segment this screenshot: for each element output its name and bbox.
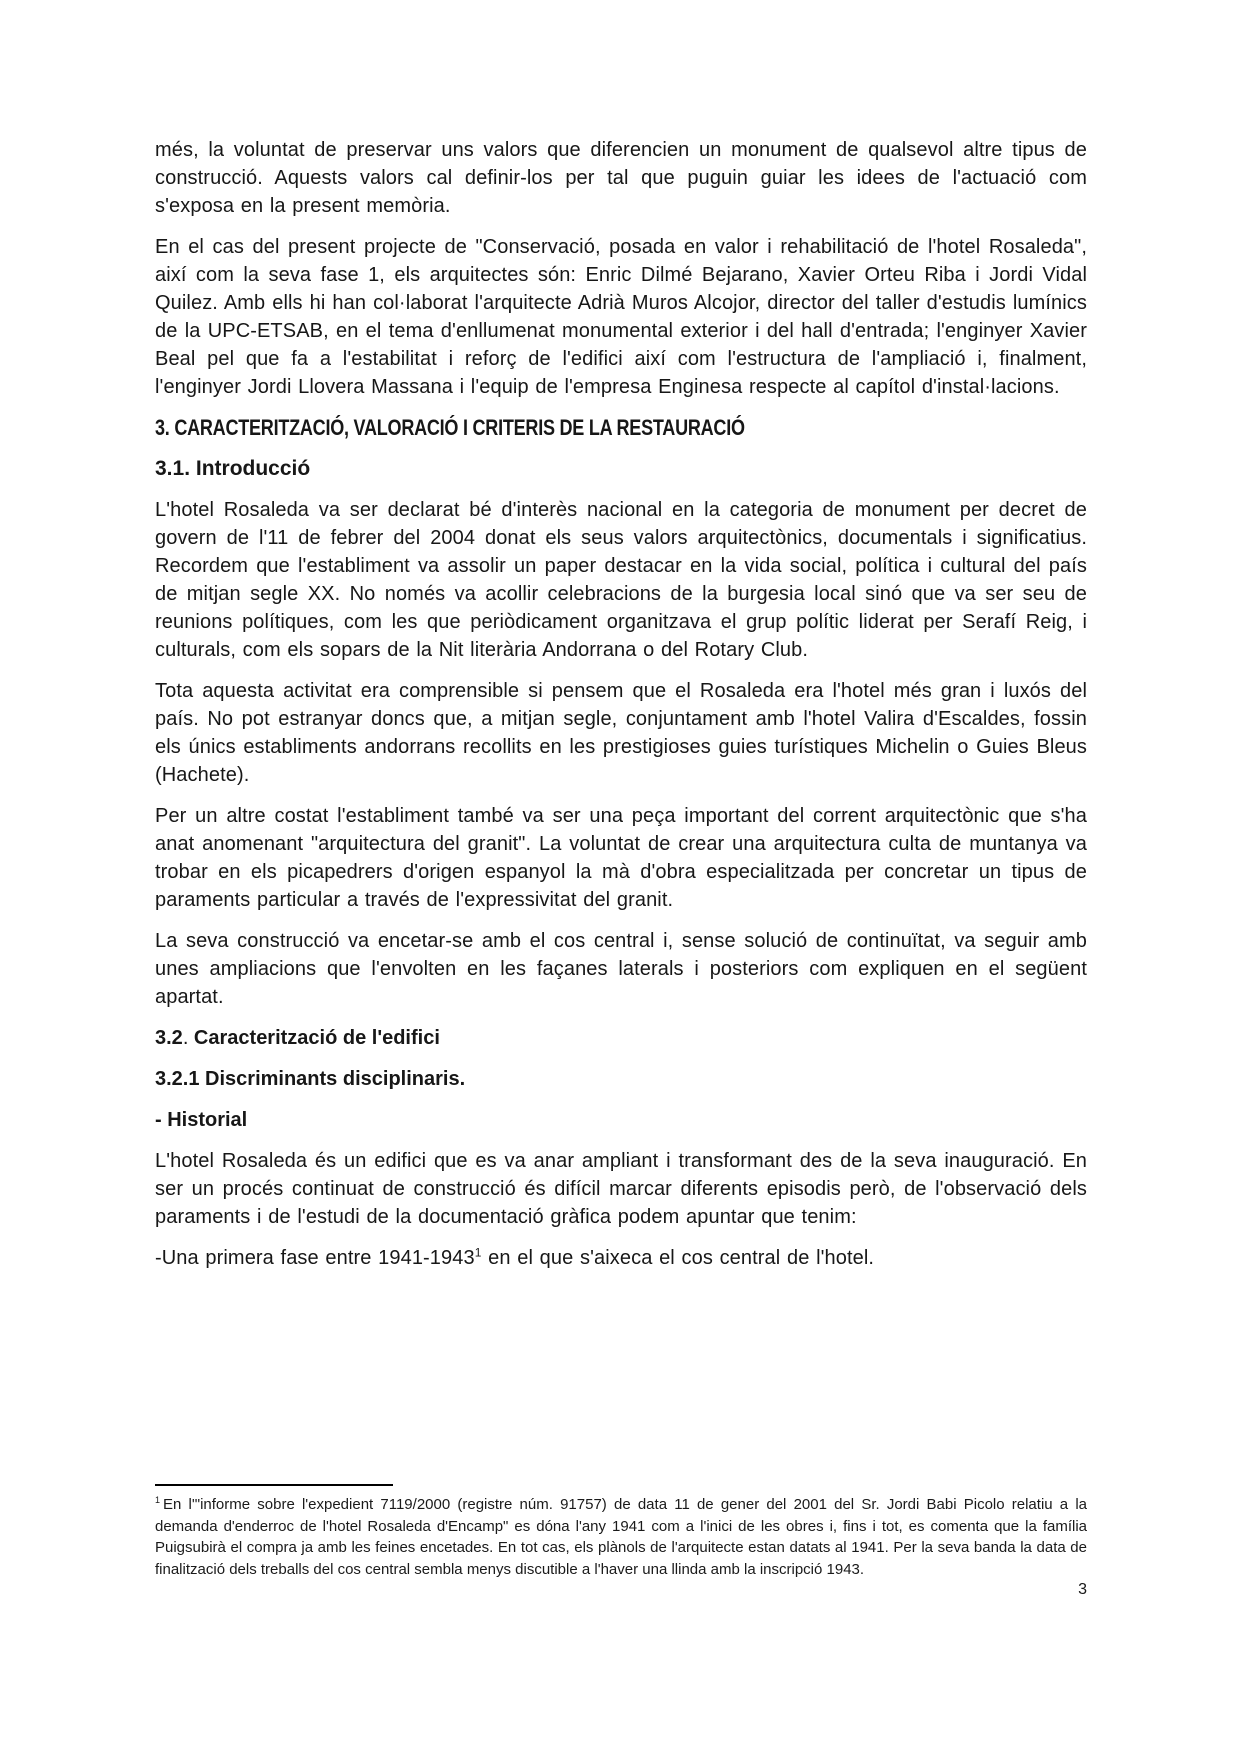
- heading-3-2-number: 3.2: [155, 1027, 183, 1049]
- footnote-area: [155, 1484, 1087, 1580]
- heading-section-3-caracteritzacio: 3. CARACTERITZACIÓ, VALORACIÓ I CRITERIS DE LA RESTAURACIÓ: [155, 415, 745, 440]
- paragraph-arquitectura-granit: Per un altre costat l'establiment també va ser una peça important del corrent arquitectònic que s'ha anat anomenant "arquitectura del granit". La voluntat de crear una arquitectura culta de muntanya va trobar en els picapedrers d'origen espanyol la mà d'obra especialitzada per concretar un tipus de paraments particular a través de l'expressivitat del granit.: [155, 805, 1087, 911]
- paragraph-projecte-arquitectes: En el cas del present projecte de "Conservació, posada en valor i rehabilitació de l'hotel Rosaleda", així com la seva fase 1, els arquitectes són: Enric Dilmé Bejarano, Xavier Orteu Riba i Jordi Vidal Quilez. Amb ells hi han col·laborat l'arquitecte Adrià Muros Alcojor, director del taller d'estudis lumínics de la UPC-ETSAB, en el tema d'enllumenat monumental exterior i del hall d'entrada; l'enginyer Xavier Beal pel que fa a l'estabilitat i reforç de l'edifici així com l'estructura de l'ampliació i, finalment, l'enginyer Jordi Llovera Massana i l'equip de l'empresa Enginesa respecte al capítol d'instal·lacions.: [155, 236, 1087, 398]
- footnote-divider: [155, 1484, 393, 1486]
- heading-historial: - Historial: [155, 1109, 248, 1131]
- footnote-marker: 1: [155, 1495, 161, 1505]
- heading-3-1-introduccio: 3.1. Introducció: [155, 457, 311, 480]
- heading-3-2-dot: .: [182, 1027, 189, 1049]
- heading-3-2-label: Caracterització de l'edifici: [188, 1027, 440, 1049]
- footnote-reference-superscript: 1: [474, 1245, 482, 1260]
- paragraph-primera-fase: [155, 1244, 1087, 1272]
- paragraph-construccio-ampliacions: La seva construcció va encetar-se amb el cos central i, sense solució de continuïtat, va seguir amb unes ampliacions que l'envolten en les façanes laterals i posteriors com expliquen en el següent apartat.: [155, 930, 1087, 1008]
- primera-fase-text-cont: en el que s'aixeca el cos central de l'hotel.: [481, 1247, 875, 1269]
- footnote-body: En l'"informe sobre l'expedient 7119/2000 (registre núm. 91757) de data 11 de gener del 2001 del Sr. Jordi Babi Picolo relatiu a la demanda d'enderroc de l'hotel Rosaleda d'Encamp" es dóna l'any 1941 com a l'inici de les obres i, fins i tot, es comenta que la família Puigsubirà el compra ja amb les feines encetades. En tot cas, els plànols de l'arquitecte estan datats al 1941. Per la seva banda la data de finalització dels treballs del cos central sembla menys discutible a l'haver una llinda amb la inscripció 1943.: [155, 1496, 1087, 1578]
- footnote-text: [155, 1494, 1087, 1580]
- heading-3-2-1-discriminants: 3.2.1 Discriminants disciplinaris.: [155, 1068, 466, 1090]
- page-number: 3: [1078, 1581, 1087, 1598]
- page-body: [155, 136, 1087, 1285]
- paragraph-hotel-mes-gran: Tota aquesta activitat era comprensible si pensem que el Rosaleda era l'hotel més gran i luxós del país. No pot estranyar doncs que, a mitjan segle, conjuntament amb l'hotel Valira d'Escaldes, fossin els únics establiments andorrans recollits en les prestigioses guies turístiques Michelin o Guies Bleus (Hachete).: [155, 680, 1087, 786]
- paragraph-preservar-valors: més, la voluntat de preservar uns valors que diferencien un monument de qualsevol altre tipus de construcció. Aquests valors cal definir-los per tal que puguin guiar les idees de l'actuació com s'exposa en la present memòria.: [155, 139, 1087, 217]
- paragraph-ampliant-transformant: L'hotel Rosaleda és un edifici que es va anar ampliant i transformant des de la seva inauguració. En ser un procés continuat de construcció és difícil marcar diferents episodis però, de l'observació dels paraments i de l'estudi de la documentació gràfica podem apuntar que tenim:: [155, 1150, 1087, 1228]
- paragraph-declaracio-monument: L'hotel Rosaleda va ser declarat bé d'interès nacional en la categoria de monument per decret de govern de l'11 de febrer del 2004 donat els seus valors arquitectònics, documentals i significatius. Recordem que l'establiment va assolir un paper destacar en la vida social, política i cultural del país de mitjan segle XX. No només va acollir celebracions de la burgesia local sinó que va ser seu de reunions polítiques, com les que periòdicament organitzava el grup polític liderat per Serafí Reig, i culturals, com els sopars de la Nit literària Andorrana o del Rotary Club.: [155, 499, 1087, 661]
- primera-fase-text: -Una primera fase entre 1941-1943: [155, 1247, 475, 1269]
- heading-3-2-caracteritzacio-edifici: [155, 1024, 1087, 1052]
